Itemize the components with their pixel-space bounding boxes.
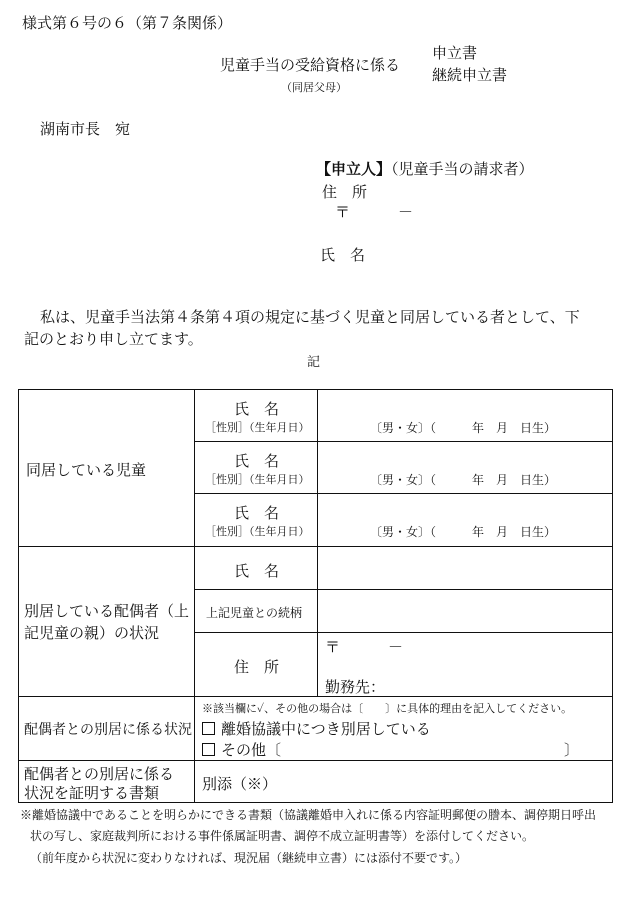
title-main: 児童手当の受給資格に係る — [220, 56, 401, 74]
spouse-address-label: 住 所 — [234, 658, 280, 676]
checkbox-other[interactable] — [202, 743, 215, 756]
footnote-line1: ※離婚協議中であることを明らかにできる書類（協議離婚申入れに係る内容証明郵便の謄本、調停期日呼出 — [20, 808, 597, 822]
child2-name-label: 氏 名 — [234, 452, 280, 470]
statement-line1: 私は、児童手当法第４条第４項の規定に基づく児童と同居している者として、下 — [40, 308, 580, 326]
applicant-heading — [316, 158, 534, 179]
ki-heading: 記 — [307, 355, 321, 370]
title-option-application: 申立書 — [432, 44, 478, 62]
spouse-postal-dash: － — [388, 638, 404, 656]
child1-birth-field[interactable]: 〔男・女〕（ 年 月 日生） — [370, 421, 557, 435]
separation-note: ※該当欄に✓、その他の場合は〔 〕に具体的理由を記入してください。 — [202, 702, 573, 715]
checkbox-divorce[interactable] — [202, 722, 215, 735]
spouse-section-label-line2: 記児童の親）の状況 — [24, 624, 160, 642]
title-subtitle: （同居父母） — [281, 81, 347, 94]
documents-label-line2: 状況を証明する書類 — [24, 784, 160, 802]
child3-sub-label: ［性別］（生年月日） — [205, 525, 310, 538]
checkbox-other-row[interactable] — [202, 739, 281, 760]
relation-label: 上記児童との続柄 — [206, 606, 303, 620]
child2-birth-field[interactable]: 〔男・女〕（ 年 月 日生） — [370, 473, 557, 487]
child1-sub-label: ［性別］（生年月日） — [205, 421, 310, 434]
applicant-postal-dash: － — [398, 203, 414, 221]
documents-value: 別添（※） — [202, 775, 278, 793]
spouse-postal-mark: 〒 — [325, 638, 341, 656]
footnote-line3: （前年度から状況に変わりなければ、現況届（継続申立書）には添付不要です。） — [30, 851, 468, 865]
form-number: 様式第６号の６（第７条関係） — [22, 14, 233, 32]
documents-label-line1: 配偶者との別居に係る — [24, 765, 175, 783]
applicant-address-label: 住 所 — [322, 183, 368, 201]
addressee: 湖南市長 宛 — [40, 120, 131, 138]
checkbox-divorce-row[interactable] — [202, 718, 431, 739]
separation-status-label: 配偶者との別居に係る状況 — [24, 722, 192, 738]
spouse-name-label: 氏 名 — [234, 562, 280, 580]
applicant-note: （児童手当の請求者） — [391, 160, 534, 178]
checkbox-other-label: その他〔 — [221, 741, 282, 759]
child2-sub-label: ［性別］（生年月日） — [205, 473, 310, 486]
child3-name-label: 氏 名 — [234, 504, 280, 522]
applicant-postal-mark: 〒 — [335, 203, 351, 221]
title-option-continuation: 継続申立書 — [432, 66, 508, 84]
footnote-line2: 状の写し、家庭裁判所における事件係属証明書、調停不成立証明書等）を添付してください。 — [30, 829, 535, 843]
spouse-section-label-line1: 別居している配偶者（上 — [24, 602, 190, 620]
workplace-label: 勤務先： — [325, 678, 386, 696]
child1-name-label: 氏 名 — [234, 400, 280, 418]
statement-line2: 記のとおり申し立てます。 — [24, 330, 203, 348]
checkbox-divorce-label: 離婚協議中につき別居している — [221, 720, 431, 738]
checkbox-other-close: 〕 — [564, 741, 580, 759]
cohabiting-children-label: 同居している児童 — [26, 461, 147, 479]
child3-birth-field[interactable]: 〔男・女〕（ 年 月 日生） — [370, 525, 557, 539]
applicant-name-label: 氏 名 — [320, 246, 366, 264]
applicant-bracket: 【申立人】 — [316, 160, 392, 178]
